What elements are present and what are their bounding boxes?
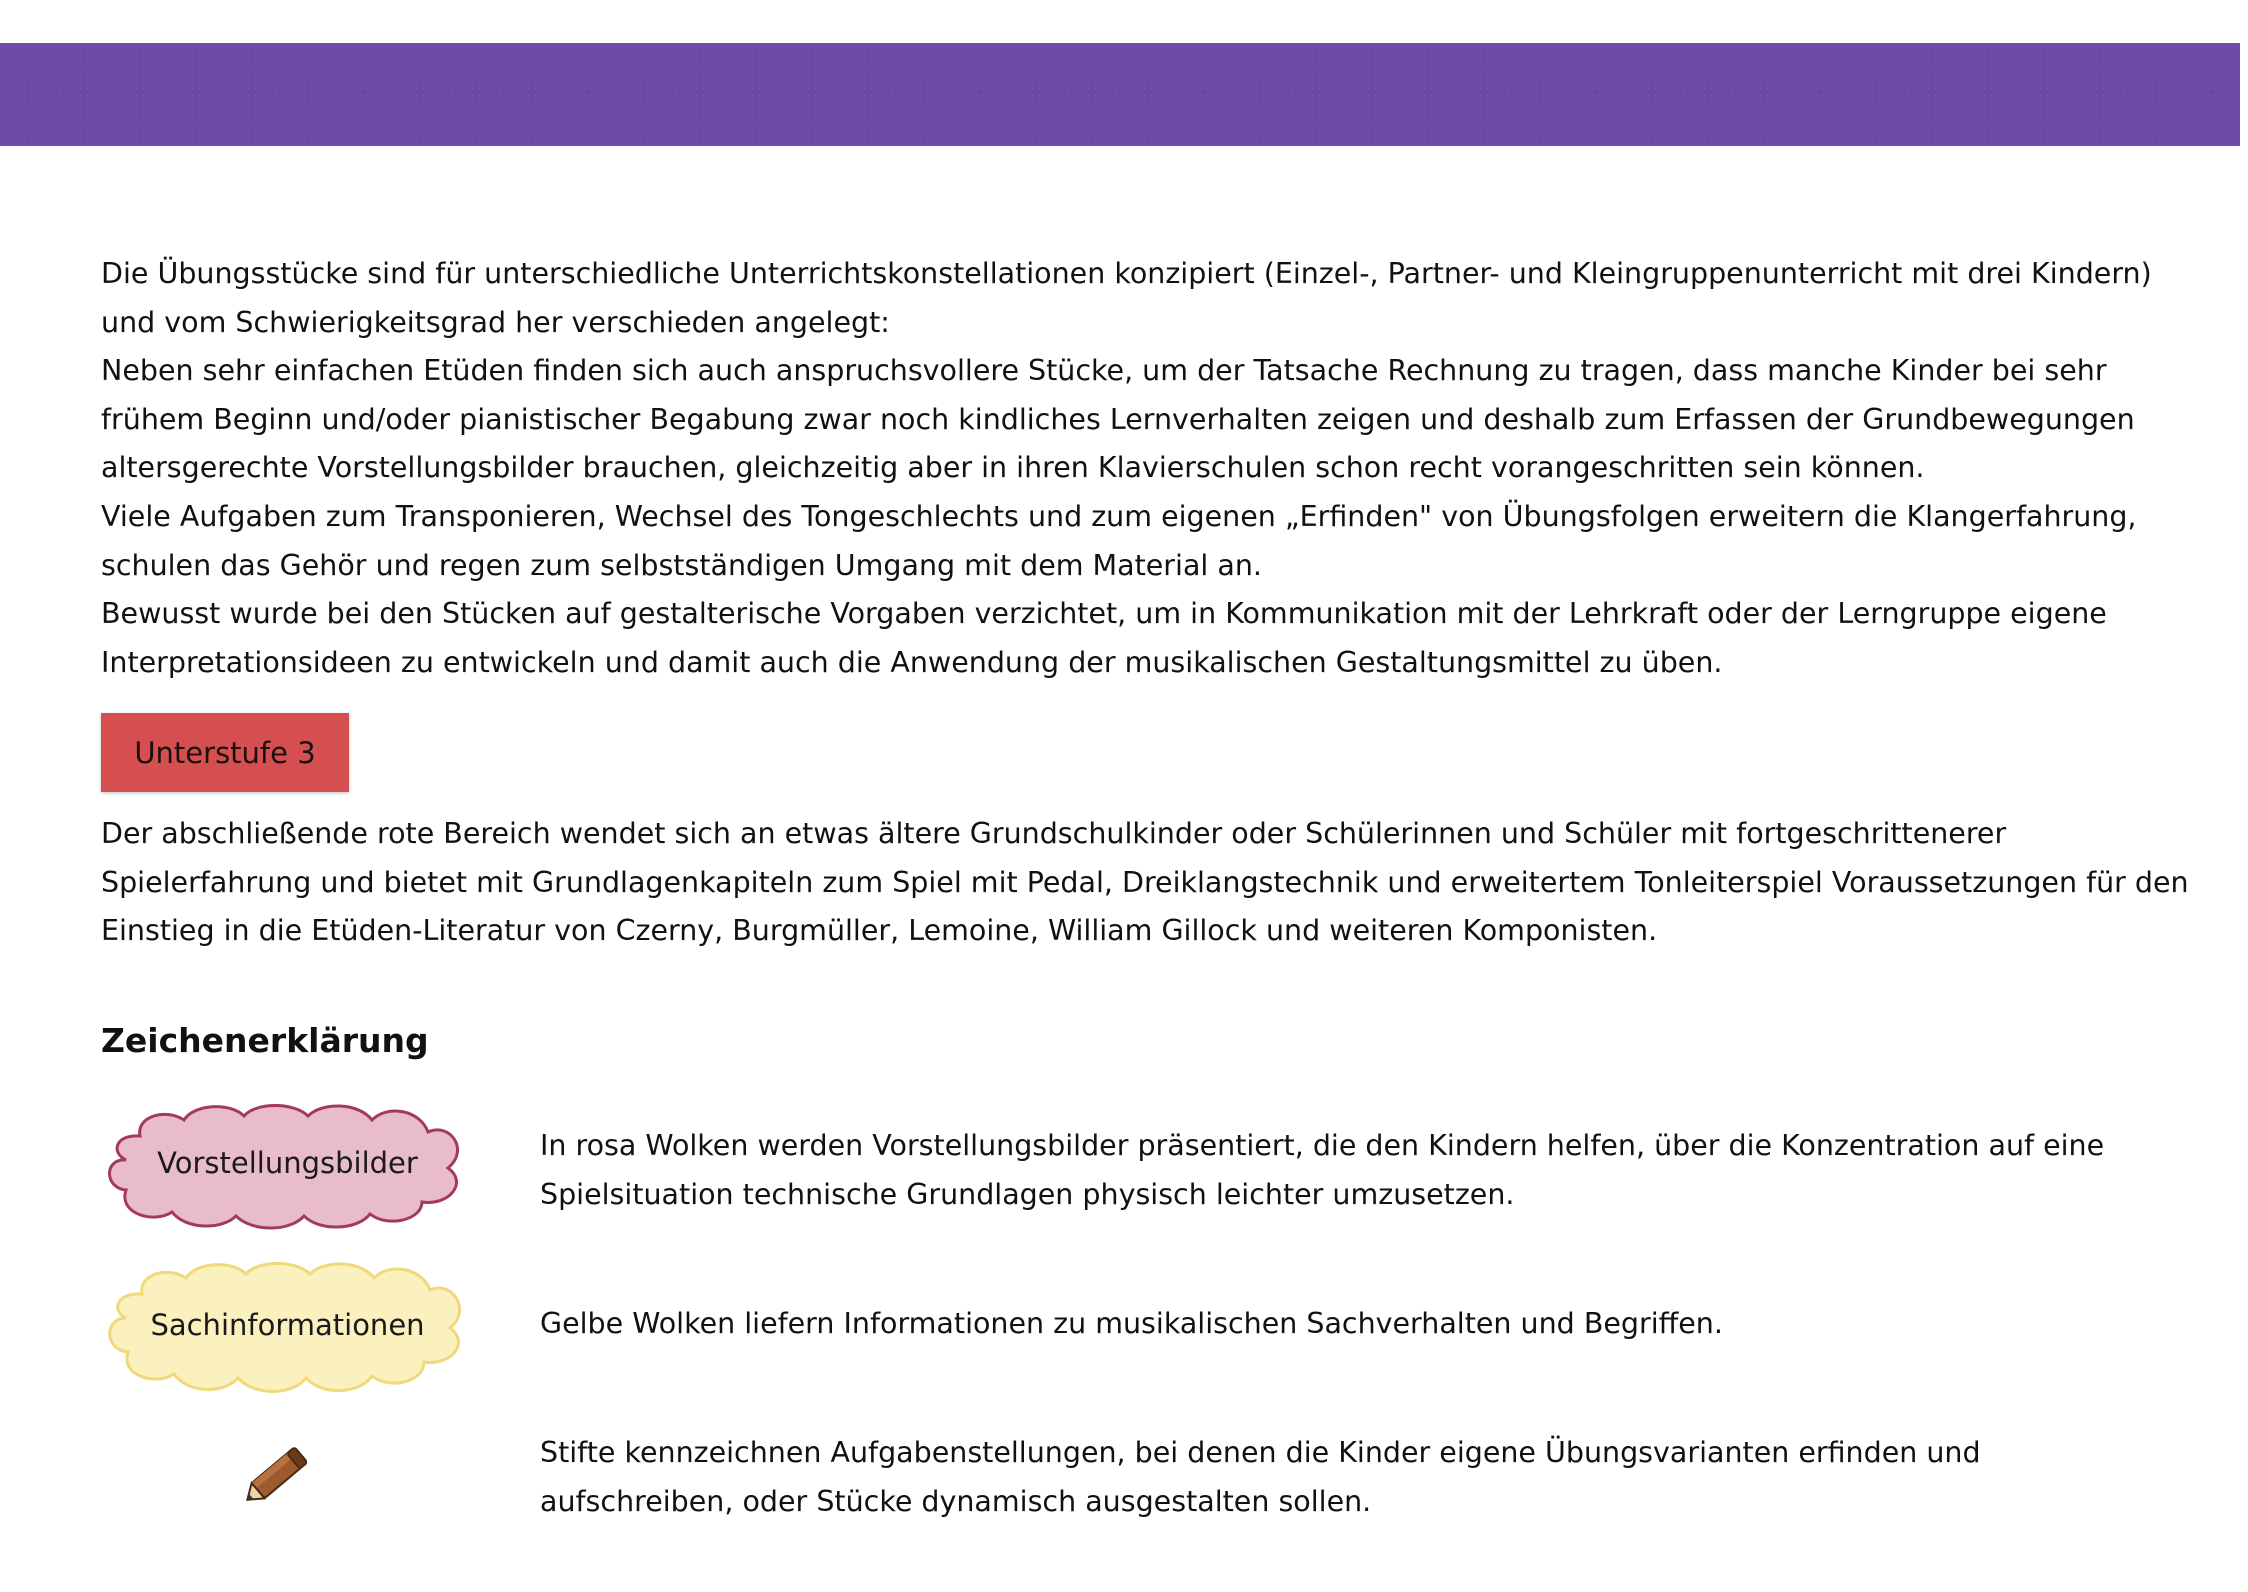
legend-description: [540, 1429, 2180, 1526]
header-banner: [0, 43, 2240, 146]
yellow-cloud-icon: [96, 1258, 479, 1408]
legend-description-text: In rosa Wolken werden Vorstellungsbilder präsentiert, die den Kindern helfen, über die Konzentration auf eine Spielsituation technische Grundlagen physisch leichter umzusetzen.: [540, 1129, 2105, 1211]
intro-paragraph: Bewusst wurde bei den Stücken auf gestalterische Vorgaben verzichtet, um in Kommunikation mit der Lehrkraft oder der Lerngruppe eigene Interpretationsideen zu entwickeln und damit auch die Anwendung der musikalischen Gestaltungsmittel zu üben.: [101, 597, 2107, 679]
level-description: [101, 810, 2201, 956]
intro-paragraph: Viele Aufgaben zum Transponieren, Wechsel des Tongeschlechts und zum eigenen „Erfinden" von Übungsfolgen erweitern die Klangerfahrung, schulen das Gehör und regen zum selbstständigen Umgang mit dem Material an.: [101, 499, 2137, 582]
level-paragraph: Der abschließende rote Bereich wendet sich an etwas ältere Grundschulkinder oder Schülerinnen und Schüler mit fortgeschrittenerer Spielerfahrung und bietet mit Grundlagenkapiteln zum Spiel mit Pedal, Dreiklangstechnik und erweitertem Tonleiterspiel Voraussetzungen für den Einstieg in die Etüden-Literatur von Czerny, Burgmüller, Lemoine, William Gillock und weiteren Komponisten.: [101, 817, 2189, 948]
intro-paragraph: Neben sehr einfachen Etüden finden sich auch anspruchsvollere Stücke, um der Tatsache Rechnung zu tragen, dass manche Kinder bei sehr frühem Beginn und/oder pianistischer Begabung zwar noch kindliches Lernverhalten zeigen und deshalb zum Erfassen der Grundbewegungen altersgerechte Vorstellungsbilder brauchen, gleichzeitig aber in ihren Klavierschulen schon recht vorangeschritten sein können.: [101, 354, 2135, 485]
pencil-icon: [238, 1438, 318, 1510]
legend-title: Zeichenerklärung: [101, 1021, 429, 1060]
legend-description: [540, 1300, 2180, 1349]
legend-description-text: Gelbe Wolken liefern Informationen zu musikalischen Sachverhalten und Begriffen.: [540, 1307, 1723, 1340]
level-badge: Unterstufe 3: [101, 713, 349, 792]
pink-cloud-icon: [96, 1102, 479, 1252]
cloud-label: Vorstellungsbilder: [157, 1146, 418, 1180]
legend-description-text: Stifte kennzeichnen Aufgabenstellungen, bei denen die Kinder eigene Übungsvarianten erfinden und aufschreiben, oder Stücke dynamisch ausgestalten sollen.: [540, 1436, 1981, 1518]
intro-text: [101, 250, 2201, 687]
cloud-label: Sachinformationen: [150, 1308, 425, 1342]
intro-paragraph: Die Übungsstücke sind für unterschiedliche Unterrichtskonstellationen konzipiert (Einzel-, Partner- und Kleingruppenunterricht mit drei Kindern) und vom Schwierigkeitsgrad her verschieden angelegt:: [101, 257, 2152, 339]
legend-description: [540, 1122, 2180, 1219]
